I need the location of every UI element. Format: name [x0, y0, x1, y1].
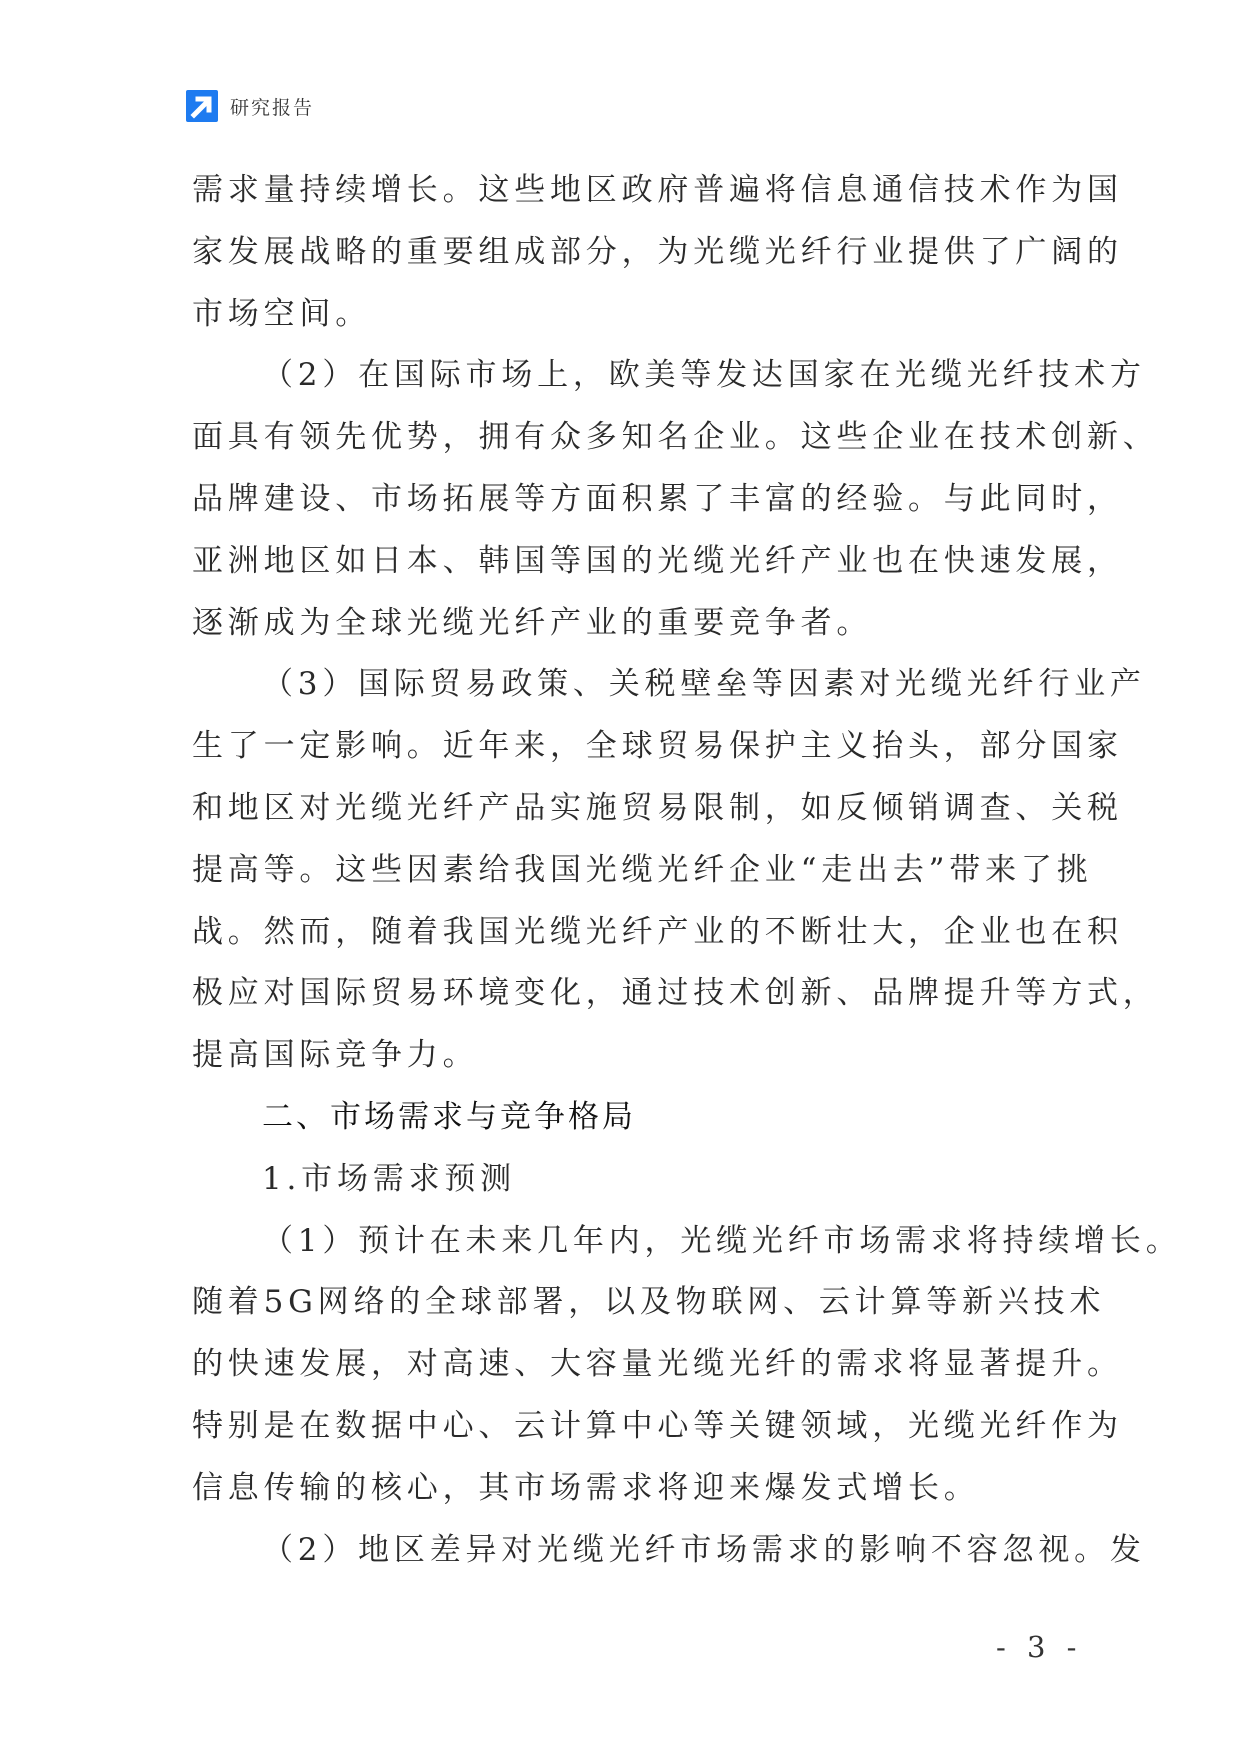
paragraph-line: 特别是在数据中心、云计算中心等关键领域，光缆光纤作为 [192, 1407, 1123, 1444]
paragraph-line: 随着5G网络的全球部署，以及物联网、云计算等新兴技术 [192, 1284, 1106, 1321]
subsection-heading: 1.市场需求预测 [262, 1160, 516, 1197]
header-title: 研究报告 [230, 96, 315, 119]
paragraph-line: 亚洲地区如日本、韩国等国的光缆光纤产业也在快速发展， [192, 542, 1123, 579]
paragraph-line: 提高等。这些因素给我国光缆光纤企业“走出去”带来了挑 [192, 851, 1093, 888]
paragraph-line: 信息传输的核心，其市场需求将迎来爆发式增长。 [192, 1469, 980, 1506]
paragraph-line: 面具有领先优势，拥有众多知名企业。这些企业在技术创新、 [192, 419, 1159, 456]
paragraph-line: （2）在国际市场上，欧美等发达国家在光缆光纤技术方 [262, 357, 1146, 394]
paragraph-line: （2）地区差异对光缆光纤市场需求的影响不容忽视。发 [262, 1531, 1146, 1568]
report-header [186, 88, 314, 124]
paragraph-line: 战。然而，随着我国光缆光纤产业的不断壮大，企业也在积 [192, 913, 1123, 950]
paragraph-line: 需求量持续增长。这些地区政府普遍将信息通信技术作为国 [192, 172, 1123, 208]
paragraph-line: 市场空间。 [192, 295, 371, 332]
paragraph-line: 家发展战略的重要组成部分，为光缆光纤行业提供了广阔的 [192, 233, 1123, 270]
paragraph-line: 逐渐成为全球光缆光纤产业的重要竞争者。 [192, 604, 873, 641]
paragraph-line: 极应对国际贸易环境变化，通过技术创新、品牌提升等方式， [192, 975, 1159, 1012]
paragraph-line: （1）预计在未来几年内，光缆光纤市场需求将持续增长。 [262, 1222, 1182, 1259]
section-heading: 二、市场需求与竞争格局 [262, 1098, 636, 1135]
arrow-logo-icon [186, 90, 218, 122]
paragraph-line: 生了一定影响。近年来，全球贸易保护主义抬头，部分国家 [192, 728, 1123, 765]
paragraph-line: 的快速发展，对高速、大容量光缆光纤的需求将显著提升。 [192, 1346, 1123, 1383]
page-number: - 3 - [996, 1630, 1083, 1664]
document-body [192, 160, 1182, 1581]
paragraph-line: （3）国际贸易政策、关税壁垒等因素对光缆光纤行业产 [262, 666, 1146, 703]
paragraph-line: 和地区对光缆光纤产品实施贸易限制，如反倾销调查、关税 [192, 789, 1123, 826]
paragraph-line: 提高国际竞争力。 [192, 1037, 479, 1074]
paragraph-line: 品牌建设、市场拓展等方面积累了丰富的经验。与此同时， [192, 480, 1123, 517]
